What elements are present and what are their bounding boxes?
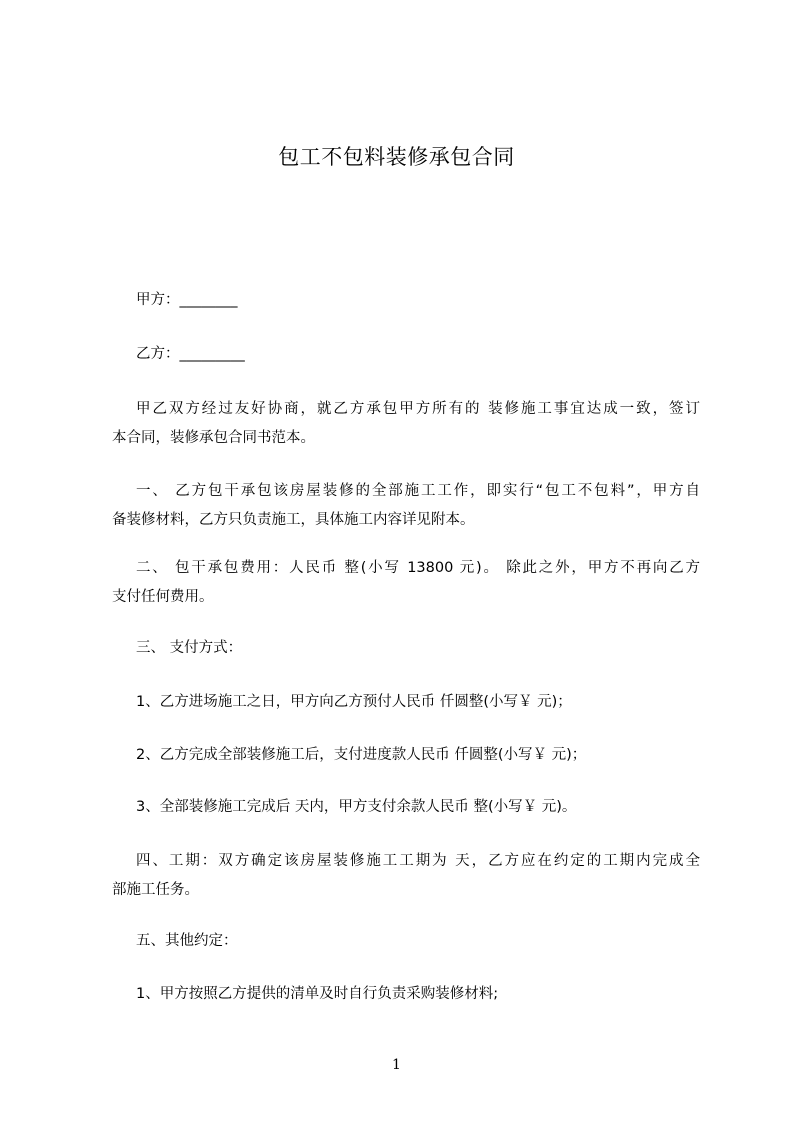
section-1-paragraph xyxy=(112,477,700,535)
section-4-paragraph xyxy=(112,847,700,905)
other-item-1: 1、甲方按照乙方提供的清单及时自行负责采购装修材料; xyxy=(136,986,499,1002)
document-title: 包工不包料装修承包合同 xyxy=(278,145,515,169)
page-number: 1 xyxy=(392,1057,401,1073)
section-4-line-1: 四、工期：双方确定该房屋装修施工工期为 天，乙方应在约定的工期内完成全 xyxy=(136,853,700,869)
section-3-heading: 三、 支付方式： xyxy=(136,640,243,656)
section-1-line-1: 一、 乙方包干承包该房屋装修的全部施工工作，即实行“包工不包料”，甲方自 xyxy=(136,483,700,499)
intro-paragraph xyxy=(112,395,700,453)
section-2-line-1: 二、 包干承包费用：人民币 整(小写 13800 元)。 除此之外，甲方不再向乙方 xyxy=(136,560,700,576)
payment-item-2: 2、乙方完成全部装修施工后，支付进度款人民币 仟圆整(小写￥ 元)； xyxy=(136,747,587,763)
payment-item-1: 1、乙方进场施工之日，甲方向乙方预付人民币 仟圆整(小写￥ 元)； xyxy=(136,694,572,710)
party-a-line: 甲方：________ xyxy=(136,292,238,308)
section-2-paragraph xyxy=(112,554,700,612)
section-2-line-2: 支付任何费用。 xyxy=(112,589,214,605)
party-b-line: 乙方：_________ xyxy=(136,346,245,362)
payment-item-3: 3、全部装修施工完成后 天内，甲方支付余款人民币 整(小写￥ 元)。 xyxy=(136,799,577,815)
section-5-heading: 五、其他约定： xyxy=(136,933,238,949)
intro-line-1: 甲乙双方经过友好协商，就乙方承包甲方所有的 装修施工事宜达成一致，签订 xyxy=(136,401,700,417)
intro-line-2: 本合同，装修承包合同书范本。 xyxy=(112,430,315,446)
section-1-line-2: 备装修材料，乙方只负责施工，具体施工内容详见附本。 xyxy=(112,512,475,528)
section-4-line-2: 部施工任务。 xyxy=(112,882,199,898)
